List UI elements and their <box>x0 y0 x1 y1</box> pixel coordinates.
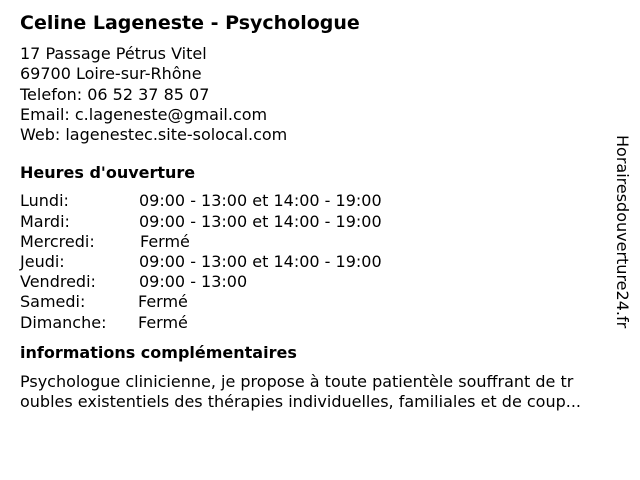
day-label: Mercredi: <box>20 231 95 251</box>
day-hours: 09:00 - 13:00 <box>139 272 248 292</box>
day-hours: 09:00 - 13:00 et 14:00 - 19:00 <box>139 191 382 211</box>
email-line: Email: c.lageneste@gmail.com <box>20 104 268 124</box>
info-description <box>20 372 632 413</box>
day-hours: Fermé <box>138 312 188 332</box>
day-label: Lundi: <box>20 191 69 211</box>
day-label: Samedi: <box>20 292 86 312</box>
hours-row-monday <box>20 191 620 211</box>
day-label: Mardi: <box>20 211 70 231</box>
day-label: Vendredi: <box>20 272 96 292</box>
web-line: Web: lagenestec.site-solocal.com <box>20 125 288 145</box>
phone-line: Telefon: 06 52 37 85 07 <box>20 84 210 104</box>
day-hours: Fermé <box>140 231 190 251</box>
hours-heading: Heures d'ouverture <box>20 163 196 183</box>
hours-row-tuesday <box>20 212 620 232</box>
hours-row-wednesday <box>20 232 620 252</box>
day-label: Jeudi: <box>20 252 65 272</box>
page-title: Celine Lageneste - Psychologue <box>20 12 360 34</box>
hours-row-friday <box>20 272 620 292</box>
info-line-2: oubles existentiels des thérapies individuelles, familiales et de coup... <box>20 392 582 412</box>
day-hours: 09:00 - 13:00 et 14:00 - 19:00 <box>139 211 382 231</box>
info-heading: informations complémentaires <box>20 342 297 362</box>
business-card <box>20 10 620 412</box>
hours-row-saturday <box>20 292 620 312</box>
info-line-1: Psychologue clinicienne, je propose à toute patientèle souffrant de tr <box>20 371 574 391</box>
day-label: Dimanche: <box>20 312 107 332</box>
address-line-2: 69700 Loire-sur-Rhône <box>20 64 202 84</box>
hours-table <box>20 191 620 332</box>
day-hours: 09:00 - 13:00 et 14:00 - 19:00 <box>139 252 382 272</box>
contact-block <box>20 44 620 145</box>
site-watermark: Horairesdouverture24.fr <box>613 135 632 329</box>
day-hours: Fermé <box>138 292 188 312</box>
address-line-1: 17 Passage Pétrus Vitel <box>20 44 207 63</box>
hours-row-sunday <box>20 313 620 333</box>
hours-row-thursday <box>20 252 620 272</box>
